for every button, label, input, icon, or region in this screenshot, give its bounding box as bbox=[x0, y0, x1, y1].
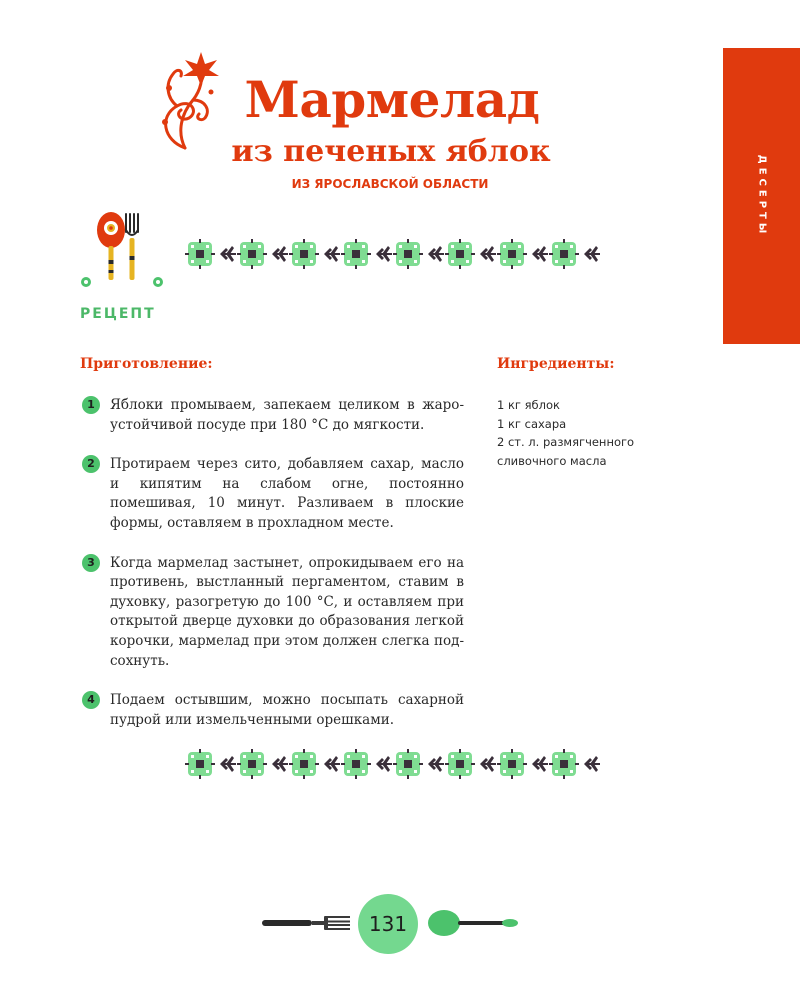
step-item bbox=[82, 396, 464, 435]
step-number-badge: 4 bbox=[82, 691, 100, 709]
section-tab bbox=[723, 48, 800, 344]
ingredients-heading: Ингредиенты: bbox=[497, 356, 615, 372]
ingredient-item: 1 кг сахара bbox=[497, 416, 567, 431]
fork-icon bbox=[262, 913, 354, 933]
ingredients-list bbox=[497, 396, 697, 470]
step-text: Яблоки промываем, запекаем целиком в жароустойчивой посуде при 180 °С до мягкости. bbox=[110, 397, 464, 433]
folk-border-ornament bbox=[182, 746, 602, 782]
page-region: ИЗ ЯРОСЛАВСКОЙ ОБЛАСТИ bbox=[291, 177, 489, 191]
step-number-badge: 3 bbox=[82, 554, 100, 572]
step-item bbox=[82, 554, 464, 672]
section-tab-label: ДЕСЕРТЫ bbox=[756, 154, 767, 238]
page-number: 131 bbox=[358, 894, 418, 954]
steps-list bbox=[82, 396, 464, 750]
folk-border-ornament bbox=[182, 236, 602, 272]
preparation-heading: Приготовление: bbox=[80, 356, 213, 372]
step-item bbox=[82, 691, 464, 730]
page-title: Мармелад bbox=[244, 70, 540, 129]
ingredient-item: 2 ст. л. размягченного bbox=[497, 435, 635, 449]
recipe-label: РЕЦЕПТ bbox=[80, 306, 156, 322]
step-text: Подаем остывшим, можно посыпать сахарной пудрой или измельченными орешками. bbox=[110, 692, 464, 728]
floral-ornament-icon bbox=[155, 48, 221, 152]
spoon-fork-icon bbox=[78, 208, 168, 294]
ingredient-item: сливочного масла bbox=[497, 453, 607, 468]
step-number-badge: 2 bbox=[82, 455, 100, 473]
page-subtitle: из печеных яблок bbox=[231, 134, 551, 169]
ingredient-item: 1 кг яблок bbox=[497, 398, 560, 412]
step-text: Протираем через сито, добавляем сахар, масло и кипятим на слабом огне, постоянно помешивая, 10 минут. Разливаем в плоские формы, оставляем в прохладном месте. bbox=[110, 456, 464, 531]
step-item bbox=[82, 455, 464, 533]
step-number-badge: 1 bbox=[82, 396, 100, 414]
step-text: Когда мармелад застынет, опрокидываем его на противень, выстланный пергаментом, ставим в духовку, разогретую до 100 °С, и оставляем при открытой дверце духовки до образования легкой корочки, мармелад при этом должен слегка подсохнуть. bbox=[110, 554, 464, 669]
spoon-icon bbox=[428, 908, 520, 938]
